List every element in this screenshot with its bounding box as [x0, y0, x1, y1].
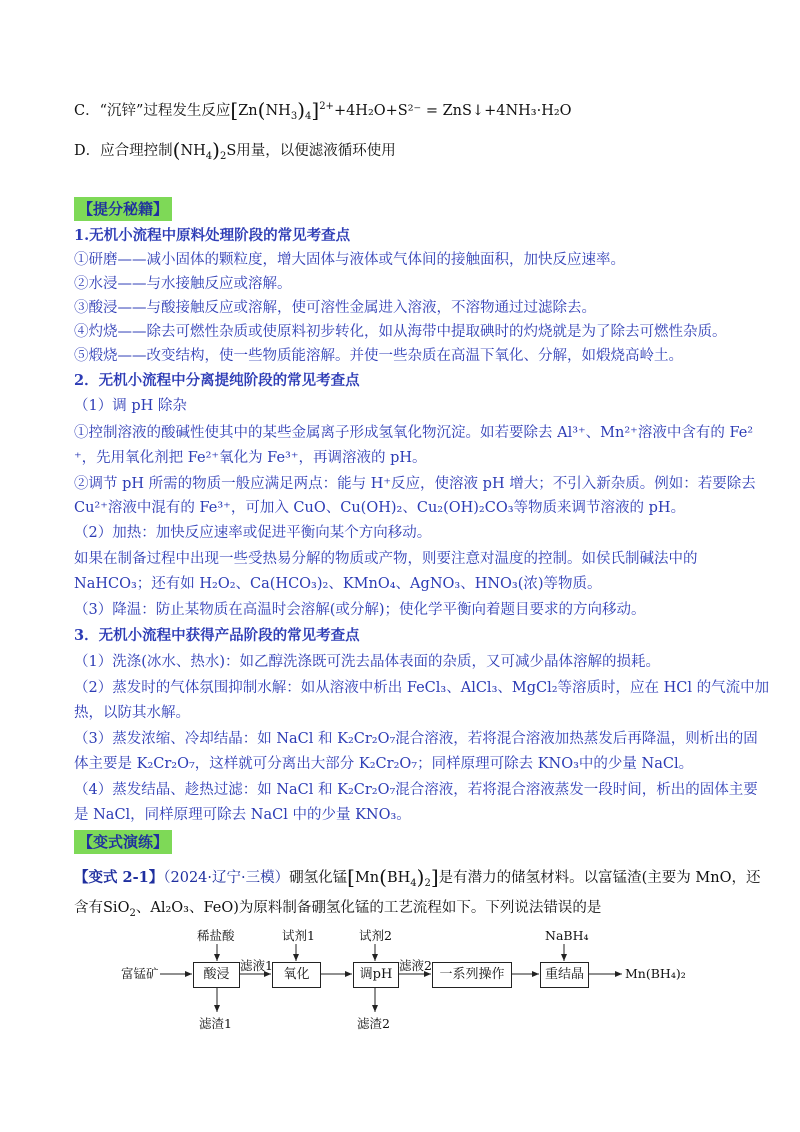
flow-start-label: 富锰矿 — [121, 966, 159, 981]
ph-paragraph-2b: Cu²⁺溶液中混有的 Fe³⁺，可加入 CuO、Cu(OH)₂、Cu₂(OH)₂CO₃等物质来调节溶液的 pH。 — [74, 500, 686, 516]
tips-item: ②水浸——与水接触反应或溶解。 — [74, 276, 292, 292]
option-c-prefix: C．“沉锌”过程发生反应 — [74, 103, 231, 119]
product-label: Mn(BH₄)₂ — [625, 966, 686, 981]
tips-item: ①研磨——减小固体的颗粒度，增大固体与液体或气体间的接触面积，加快反应速率。 — [74, 252, 625, 268]
step-acid-leach: 酸浸 — [193, 962, 240, 988]
residue-2: 滤渣2 — [357, 1016, 390, 1031]
evap-1a: （2）蒸发时的气体氛围抑制水解：如从溶液中析出 FeCl₃、AlCl₃、MgCl₂等溶质时，应在 HCl 的气流中加 — [74, 680, 770, 696]
heat-paragraph-1: 如果在制备过程中出现一些受热易分解的物质或产物，则要注意对温度的控制。如侯氏制碱法中的 — [74, 551, 698, 567]
variant-tag: 【变式 2-1】 — [74, 869, 164, 886]
cool-title: （3）降温：防止某物质在高温时会溶解(或分解)；使化学平衡向着题目要求的方向移动。 — [74, 602, 646, 618]
question-text-1b: 是有潜力的储氢材料。以富锰渣(主要为 MnO，还 — [438, 870, 761, 886]
ph-paragraph-1a: ①控制溶液的酸碱性使其中的某些金属离子形成氢氧化物沉淀。如若要除去 Al³⁺、Mn²⁺溶液中含有的 Fe² — [74, 425, 754, 441]
option-c-equation: +4H₂O+S²⁻ = ZnS↓+4NH₃·H₂O — [333, 103, 572, 119]
step-recrystallization: 重结晶 — [540, 962, 589, 988]
step-series-operations: 一系列操作 — [432, 962, 512, 988]
source-tag: （2024·辽宁·三模） — [163, 870, 290, 886]
step-adjust-ph: 调pH — [353, 962, 399, 988]
heat-paragraph-2: NaHCO₃；还有如 H₂O₂、Ca(HCO₃)₂、KMnO₄、AgNO₃、HNO₃(浓)等物质。 — [74, 576, 602, 592]
sio2-formula: SiO$_2$ — [103, 900, 136, 919]
evap-1b: 热，以防其水解。 — [74, 705, 190, 721]
tips-heading-1: 1.无机小流程中原料处理阶段的常见考查点 — [74, 227, 351, 244]
reagent-1: 试剂1 — [282, 928, 315, 943]
heat-title: （2）加热：加快反应速率或促进平衡向某个方向移动。 — [74, 525, 432, 541]
tips-item: ③酸浸——与酸接触反应或溶解，使可溶性金属进入溶液，不溶物通过过滤除去。 — [74, 300, 596, 316]
zinc-complex-formula: $[Zn(NH_3)_4]^{2+}$ — [230, 98, 334, 122]
tips-item: ④灼烧——除去可燃性杂质或使原料初步转化，如从海带中提取碘时的灼烧就是为了除去可燃性杂质。 — [74, 324, 727, 340]
reagent-2: 试剂2 — [359, 928, 392, 943]
ammonium-sulfide-formula: $(NH_4)_2S$ — [172, 138, 237, 162]
tips-heading-2: 2．无机小流程中分离提纯阶段的常见考查点 — [74, 372, 360, 389]
ph-title: （1）调 pH 除杂 — [74, 398, 187, 414]
reagent-nabh4: NaBH₄ — [545, 928, 589, 943]
residue-1: 滤渣1 — [199, 1016, 232, 1031]
ph-paragraph-2a: ②调节 pH 所需的物质一般应满足两点：能与 H⁺反应，使溶液 pH 增大；不引入新杂质。例如：若要除去 — [74, 476, 756, 492]
practice-banner: 【变式演练】 — [74, 830, 172, 854]
step-oxidation: 氧化 — [272, 962, 321, 988]
wash-line: （1）洗涤(冰水、热水)：如乙醇洗涤既可洗去晶体表面的杂质，又可减少晶体溶解的损耗。 — [74, 654, 661, 670]
tips-banner: 【提分秘籍】 — [74, 197, 172, 221]
question-text-1a: 硼氢化锰 — [289, 870, 348, 886]
question-text-2a: 含有 — [74, 900, 103, 916]
mn-bh4-formula: $[Mn(BH_4)_2]$ — [347, 865, 439, 889]
option-d-suffix: 用量，以便滤液循环使用 — [236, 143, 396, 159]
ph-paragraph-1b: ⁺，先用氧化剂把 Fe²⁺氧化为 Fe³⁺，再调溶液的 pH。 — [74, 450, 427, 466]
evap-3a: （4）蒸发结晶、趁热过滤：如 NaCl 和 K₂Cr₂O₇混合溶液，若将混合溶液蒸发一段时间，析出的固体主要 — [74, 782, 758, 798]
evap-2a: （3）蒸发浓缩、冷却结晶：如 NaCl 和 K₂Cr₂O₇混合溶液，若将混合溶液加热蒸发后再降温，则析出的固 — [74, 731, 758, 747]
option-d-prefix: D．应合理控制 — [74, 143, 173, 159]
reagent-hcl: 稀盐酸 — [197, 928, 235, 943]
filtrate-2: 滤液2 — [399, 958, 432, 973]
tips-item: ⑤煅烧——改变结构，使一些物质能溶解。并使一些杂质在高温下氧化、分解，如煅烧高岭土。 — [74, 348, 683, 364]
filtrate-1: 滤液1 — [240, 958, 273, 973]
tips-heading-3: 3．无机小流程中获得产品阶段的常见考查点 — [74, 627, 360, 644]
evap-3b: 是 NaCl，同样原理可除去 NaCl 中的少量 KNO₃。 — [74, 807, 411, 823]
evap-2b: 体主要是 K₂Cr₂O₇，这样就可分离出大部分 K₂Cr₂O₇；同样原理可除去 KNO₃中的少量 NaCl。 — [74, 756, 694, 772]
question-text-2b: 、Al₂O₃、FeO)为原料制备硼氢化锰的工艺流程如下。下列说法错误的是 — [135, 900, 602, 916]
